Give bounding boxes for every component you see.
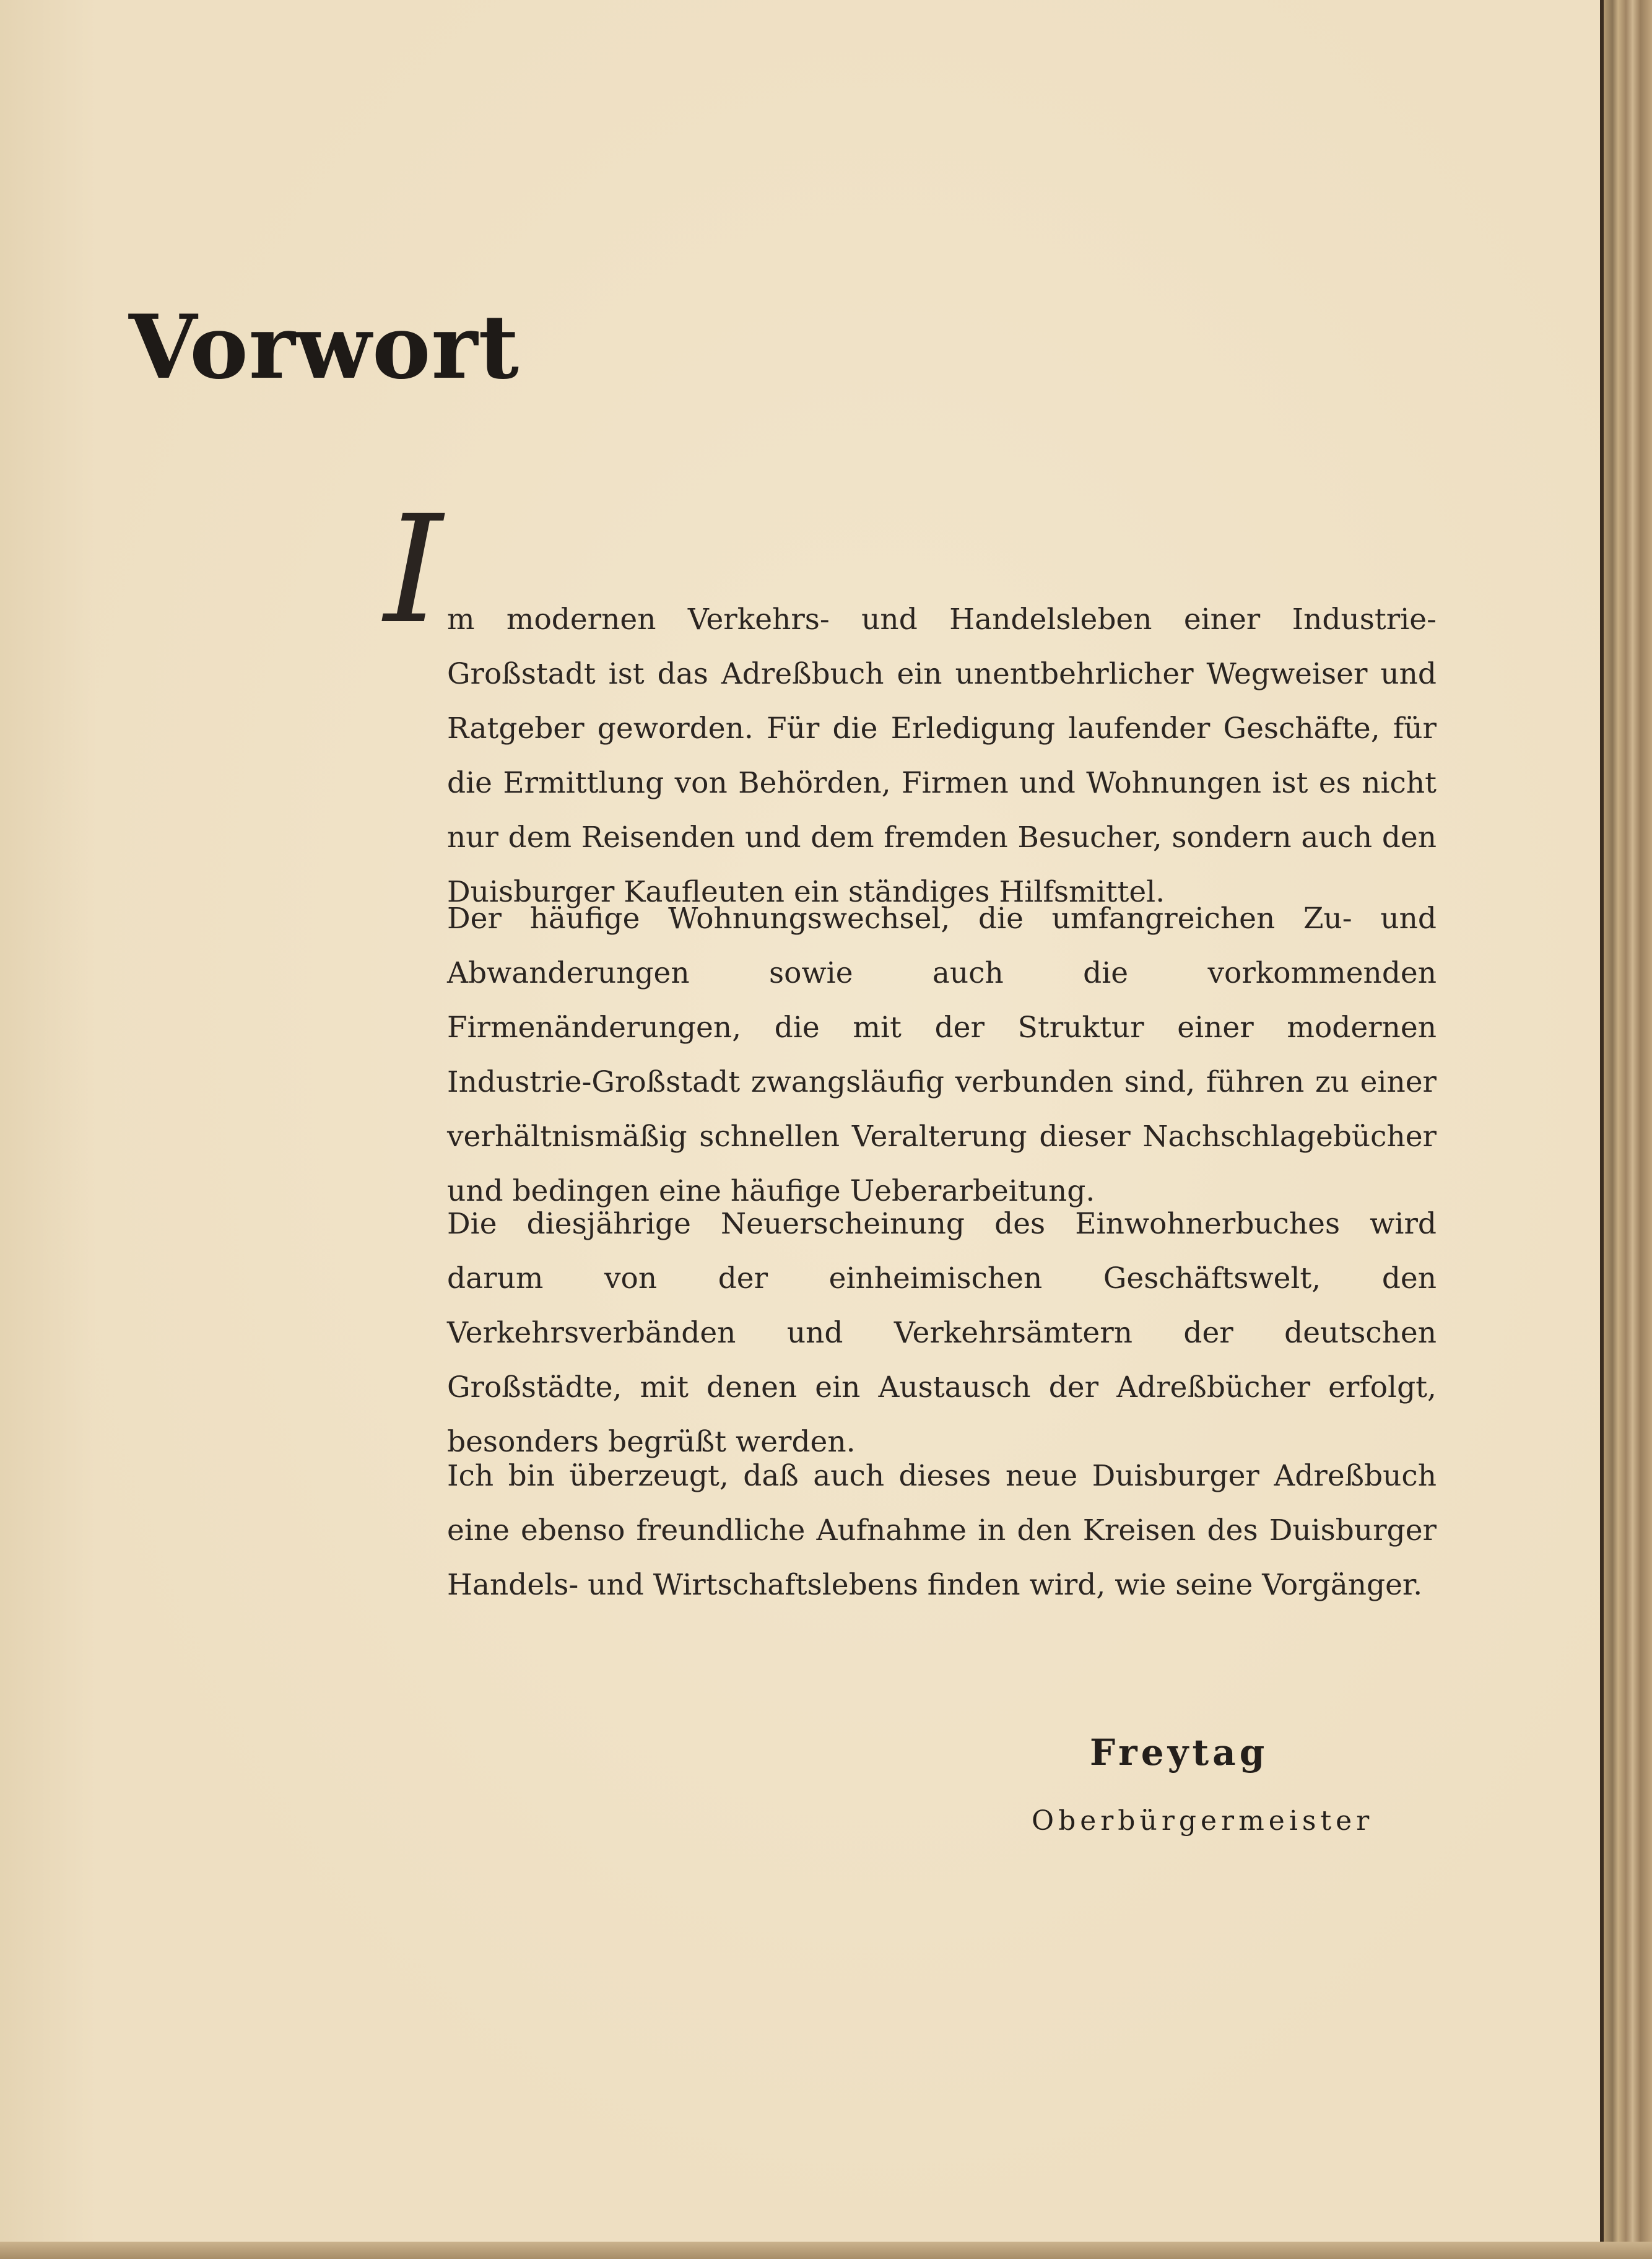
signature-name: Freytag — [1090, 1731, 1269, 1774]
page-title: Vorwort — [129, 296, 520, 399]
book-bottom-edge — [0, 2242, 1652, 2259]
drop-cap: I — [384, 483, 443, 656]
book-page-edges — [1604, 0, 1652, 2259]
paragraph-2: Der häufige Wohnungswechsel, die umfangreichen Zu- und Abwanderungen sowie auch die vorkommenden Firmenänderungen, die mit der Struktur einer modernen Industrie-Großstadt zwangsläufig verbunden sind, führen zu einer verhältnismäßig schnellen Veralterung dieser Nachschlagebücher und bedingen eine häufige Ueberarbeitung. — [447, 902, 1437, 1208]
paragraph-3: Die diesjährige Neuerscheinung des Einwohnerbuches wird darum von der einheimischen Geschäftswelt, den Verkehrsverbänden und Verkehrsämtern der deutschen Großstädte, mit denen ein Austausch der Adreßbücher erfolgt, besonders begrüßt werden. — [447, 1207, 1437, 1459]
paragraph-4: Ich bin überzeugt, daß auch dieses neue Duisburger Adreßbuch eine ebenso freundliche Aufnahme in den Kreisen des Duisburger Handels- und Wirtschaftslebens finden wird, wie seine Vorgänger. — [447, 1459, 1437, 1602]
signature-title: Oberbürgermeister — [1032, 1805, 1374, 1837]
paragraph-1: m modernen Verkehrs- und Handelsleben einer Industrie-Großstadt ist das Adreßbuch ein unentbehrlicher Wegweiser und Ratgeber geworden. Für die Erledigung laufender Geschäfte, für die Ermittlung von Behörden, Firmen und Wohnungen ist es nicht nur dem Reisenden und dem fremden Besucher, sondern auch den Duisburger Kaufleuten ein ständiges Hilfsmittel. — [447, 603, 1437, 909]
